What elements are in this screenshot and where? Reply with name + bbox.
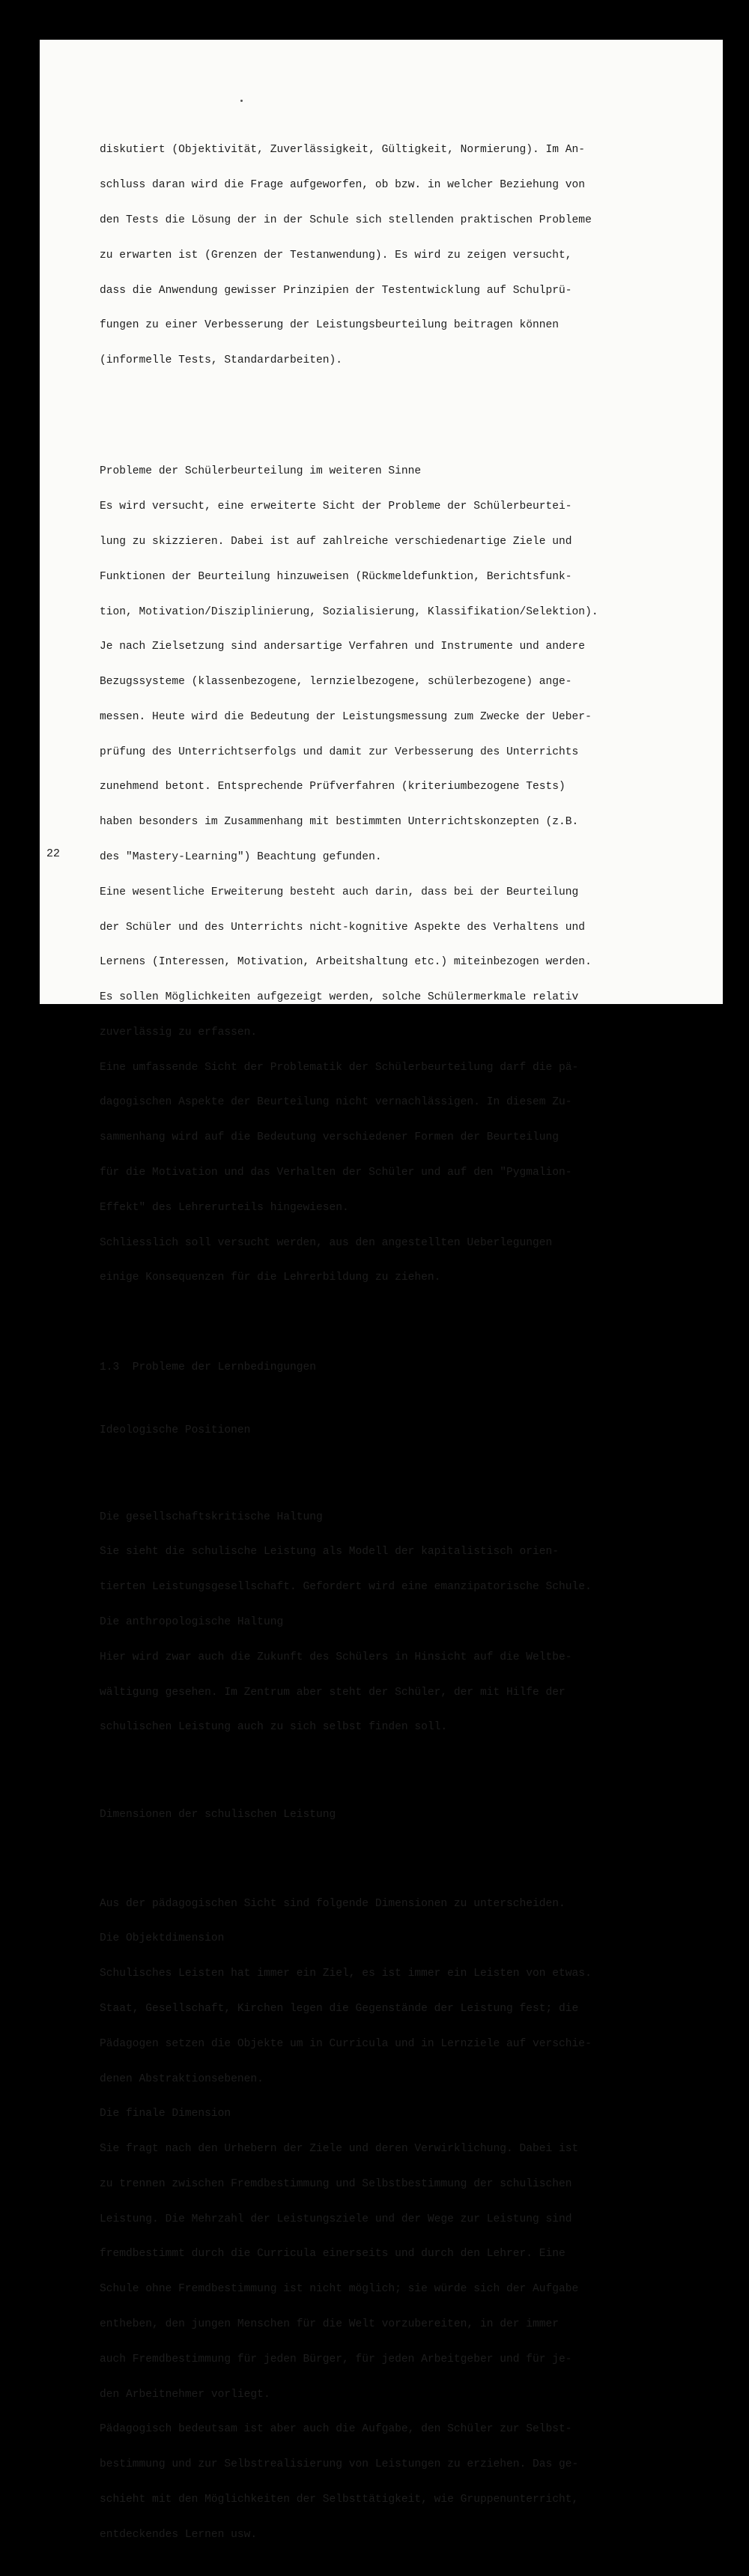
text-line: Je nach Zielsetzung sind andersartige Verfahren und Instrumente und andere [100, 641, 586, 653]
text-line: tierten Leistungsgesellschaft. Gefordert wird eine emanzipatorische Schule. [100, 1581, 592, 1594]
text-line: Eine wesentliche Erweiterung besteht auch darin, dass bei der Beurteilung [100, 886, 579, 898]
text-line: der Schüler und des Unterrichts nicht-kognitive Aspekte des Verhaltens und [100, 921, 586, 934]
text-line: Leistung. Die Mehrzahl der Leistungsziele und der Wege zur Leistung sind [100, 2213, 572, 2225]
text-line: schieht mit den Möglichkeiten der Selbsttätigkeit, wie Gruppenunterricht, [100, 2493, 579, 2506]
text-line: zu erwarten ist (Grenzen der Testanwendung). Es wird zu zeigen versucht, [100, 249, 572, 261]
text-line: fremdbestimmt durch die Curricula einerseits und durch den Lehrer. Eine [100, 2248, 565, 2261]
text-line: prüfung des Unterrichtserfolgs und damit zur Verbesserung des Unterrichts [100, 746, 579, 758]
text-line: Hier wird zwar auch die Zukunft des Schülers in Hinsicht auf die Weltbe- [100, 1651, 572, 1663]
text-line: schluss daran wird die Frage aufgeworfen, ob bzw. in welcher Beziehung von [100, 179, 586, 192]
text-line: des "Mastery-Learning") Beachtung gefunden. [100, 851, 382, 863]
text-line: (informelle Tests, Standardarbeiten). [100, 354, 343, 367]
text-line: haben besonders im Zusammenhang mit bestimmten Unterrichtskonzepten (z.B. [100, 816, 579, 829]
subheading: Die finale Dimension [100, 2108, 231, 2120]
text-line: wältigung gesehen. Im Zentrum aber steht der Schüler, der mit Hilfe der [100, 1686, 565, 1699]
subheading: Die gesellschaftskritische Haltung [100, 1511, 323, 1523]
text-line: zunehmend betont. Entsprechende Prüfverfahren (kriteriumbezogene Tests) [100, 781, 565, 793]
text-line: Schliesslich soll versucht werden, aus den angestellten Ueberlegungen [100, 1236, 553, 1249]
text-line: Es sollen Möglichkeiten aufgezeigt werden, solche Schülermerkmale relativ [100, 991, 579, 1004]
text-line: Staat, Gesellschaft, Kirchen legen die Gegenstände der Leistung fest; die [100, 2003, 579, 2015]
subheading: Probleme der Schülerbeurteilung im weiteren Sinne [100, 465, 422, 478]
text-line: Aus der pädagogischen Sicht sind folgende Dimensionen zu unterscheiden. [100, 1897, 565, 1910]
text-line: Schulisches Leisten hat immer ein Ziel, es ist immer ein Leisten von etwas. [100, 1968, 592, 1980]
text-line: Pädagogisch bedeutsam ist aber auch die Aufgabe, den Schüler zur Selbst- [100, 2423, 572, 2436]
page-text [100, 98, 646, 2576]
text-line: zu trennen zwischen Fremdbestimmung und Selbstbestimmung der schulischen [100, 2177, 572, 2190]
text-line: Effekt" des Lehrerurteils hingewiesen. [100, 1201, 349, 1214]
section-heading: 1.3 Probleme der Lernbedingungen [100, 1361, 317, 1373]
text-line: tion, Motivation/Disziplinierung, Sozialisierung, Klassifikation/Selektion). [100, 605, 598, 618]
text-line: Sie fragt nach den Urhebern der Ziele und deren Verwirklichung. Dabei ist [100, 2143, 579, 2156]
subheading: Dimensionen der schulischen Leistung [100, 1808, 336, 1821]
text-line: Sie sieht die schulische Leistung als Modell der kapitalistisch orien- [100, 1546, 560, 1558]
text-line: den Tests die Lösung der in der Schule sich stellenden praktischen Probleme [100, 214, 592, 226]
text-line: zuverlässig zu erfassen. [100, 1026, 258, 1038]
text-line: einige Konsequenzen für die Lehrerbildung zu ziehen. [100, 1272, 441, 1284]
text-line: auch Fremdbestimmung für jeden Bürger, für jeden Arbeitgeber und für je- [100, 2353, 572, 2365]
text-line: dagogischen Aspekte der Beurteilung nicht vernachlässigen. In diesem Zu- [100, 1096, 572, 1109]
text-line: dass die Anwendung gewisser Prinzipien der Testentwicklung auf Schulprü- [100, 284, 572, 297]
subheading: Ideologische Positionen [100, 1424, 251, 1436]
text-line: Es wird versucht, eine erweiterte Sicht der Probleme der Schülerbeurtei- [100, 501, 572, 513]
text-line: Lernens (Interessen, Motivation, Arbeitshaltung etc.) miteinbezogen werden. [100, 956, 592, 969]
text-line: denen Abstraktionsebenen. [100, 2072, 264, 2085]
page-number: 22 [46, 847, 61, 860]
text-line: entdeckendes Lernen usw. [100, 2528, 258, 2541]
text-line: Bezugssysteme (klassenbezogene, lernzielbezogene, schülerbezogene) ange- [100, 676, 572, 689]
text-line: sammenhang wird auf die Bedeutung verschiedener Formen der Beurteilung [100, 1131, 560, 1144]
text-line: für die Motivation und das Verhalten der Schüler und auf den "Pygmalion- [100, 1167, 572, 1179]
text-line: schulischen Leistung auch zu sich selbst finden soll. [100, 1721, 448, 1734]
text-line: fungen zu einer Verbesserung der Leistungsbeurteilung beitragen können [100, 319, 560, 332]
text-line: Schule ohne Fremdbestimmung ist nicht möglich; sie würde sich der Aufgabe [100, 2283, 579, 2296]
text-line: lung zu skizzieren. Dabei ist auf zahlreiche verschiedenartige Ziele und [100, 535, 572, 548]
text-line: bestimmung und zur Selbstrealisierung von Leistungen zu erziehen. Das ge- [100, 2458, 579, 2471]
text-line: messen. Heute wird die Bedeutung der Leistungsmessung zum Zwecke der Ueber- [100, 710, 592, 723]
paragraph-haltungen [100, 1488, 646, 1757]
text-line: Pädagogen setzen die Objekte um in Curricula und in Lernziele auf verschie- [100, 2037, 592, 2050]
paragraph-testing-intro [100, 121, 646, 390]
text-line: Funktionen der Beurteilung hinzuweisen (Rückmeldefunktion, Berichtsfunk- [100, 570, 572, 583]
text-line: entheben, den jungen Menschen für die Welt vorzubereiten, in der immer [100, 2318, 560, 2331]
text-line: Eine umfassende Sicht der Problematik der Schülerbeurteilung darf die pä- [100, 1061, 579, 1074]
paragraph-dimensionen [100, 1875, 646, 2564]
subheading: Die anthropologische Haltung [100, 1616, 284, 1628]
text-line: diskutiert (Objektivität, Zuverlässigkeit, Gültigkeit, Normierung). Im An- [100, 144, 586, 157]
subheading: Die Objektdimension [100, 1932, 225, 1945]
paragraph-schuelerbeurteilung [100, 443, 646, 1307]
text-line: den Arbeitnehmer vorliegt. [100, 2388, 270, 2401]
